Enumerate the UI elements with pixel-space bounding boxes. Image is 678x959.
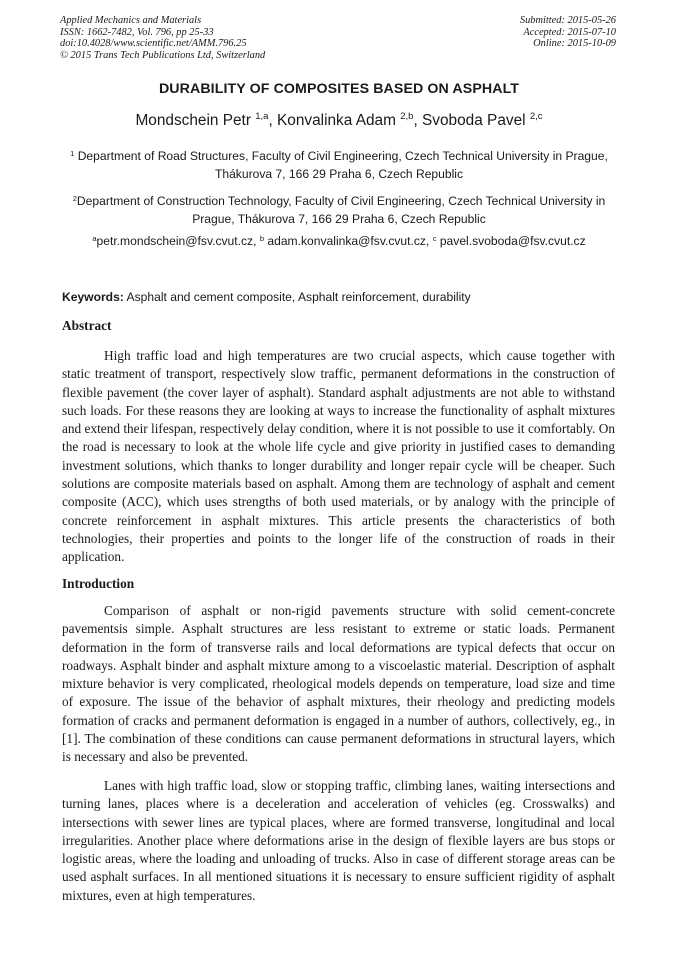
- author-list: Mondschein Petr $^{1,a}$, Konvalinka Adam $^{2,b}$, Svoboda Pavel $^{2,c}$: [135, 111, 543, 129]
- keywords-line: [62, 290, 471, 304]
- author-name: Mondschein Petr: [135, 112, 251, 129]
- journal-name: Applied Mechanics and Materials: [60, 15, 202, 26]
- email-mark: b: [259, 234, 264, 243]
- email-address[interactable]: pavel.svoboda@fsv.cvut.cz: [439, 234, 586, 248]
- affiliation-text: Department of Road Structures, Faculty of Civil Engineering, Czech Technical University in Prague, Thákurova 7, 166 29 Praha 6, Czech Republic: [77, 149, 608, 181]
- online-date: Online: 2015-10-09: [533, 38, 616, 49]
- keywords-text: Asphalt and cement composite, Asphalt reinforcement, durability: [126, 290, 471, 304]
- email-list: $^a$petr.mondschein@fsv.cvut.cz, $^b$ adam.konvalinka@fsv.cvut.cz, $^c$ pavel.svoboda@fsv.cvut.cz: [92, 234, 586, 248]
- copyright-line: © 2015 Trans Tech Publications Ltd, Switzerland: [60, 49, 266, 61]
- issn-line: ISSN: 1662-7482, Vol. 796, pp 25-33: [60, 26, 214, 38]
- accepted-date: Accepted: 2015-07-10: [523, 26, 616, 38]
- body-paragraph: Comparison of asphalt or non-rigid pavements structure with solid cement-concrete pavementsis simple. Asphalt structures are less resistant to extreme or static loads. Permanent deformation in the form of transverse rails and local deformations are typical defects that occur on roadways. Asphalt binder and asphalt mixture among to a viscoelastic material. Description of asphalt mixture behavior is very complicated, rheological models depends on temperature, load size and time of exposure. The issue of the behavior of asphalt mixtures, their rheology and predicting models formation of cracks and permanent deformation is engaged in a number of authors, collectively, eg., in [1]. The combination of these conditions can cause permanent deformations in structural layers, which is necessary and also be prevented.: [62, 603, 615, 765]
- abstract-heading: Abstract: [62, 318, 112, 333]
- journal-info: [60, 15, 265, 61]
- author-affil-mark: 2,b: [400, 111, 414, 122]
- email-mark: c: [432, 234, 437, 243]
- email-mark: a: [92, 234, 97, 243]
- abstract-paragraph: High traffic load and high temperatures are two crucial aspects, which cause together with static treatment of transport, respectively slow traffic, permanent deformations in the construction of flexible pavement (the cover layer of asphalt). Standard asphalt adjustments are not able to withstand such loads. For these reasons they are looking at ways to increase the functionality of asphalt mixtures and extend their lifespan, respectively delay condition, where it is not possible to use it comfortably. On the road is necessary to look at the whole life cycle and give priority in justified cases to demanding investment solutions, which thanks to longer durability and longer repair cycle will be cheaper. Such solutions are composite materials based on asphalt. Among them are technology of asphalt and cement composite (ACC), which uses strengths of both used materials, or by analogy with the principle of concrete reinforcement in asphalt mixtures. This article presents the characteristics of both technologies, their properties and points to the longer life of the construction of roads in their application.: [62, 348, 615, 565]
- author-affil-mark: 1,a: [255, 111, 269, 122]
- paper-title: DURABILITY OF COMPOSITES BASED ON ASPHALT: [158, 81, 520, 97]
- email-address[interactable]: petr.mondschein@fsv.cvut.cz: [96, 234, 254, 248]
- introduction-heading: Introduction: [62, 576, 135, 591]
- doi-line[interactable]: doi:10.4028/www.scientific.net/AMM.796.25: [60, 38, 247, 49]
- affiliation-text: Department of Construction Technology, Faculty of Civil Engineering, Czech Technical University in Prague, Thákurova 7, 166 29 Praha 6, Czech Republic: [76, 194, 606, 226]
- email-address[interactable]: adam.konvalinka@fsv.cvut.cz: [267, 234, 426, 248]
- affiliation: [60, 190, 618, 228]
- submitted-date: Submitted: 2015-05-26: [519, 15, 616, 26]
- author-name: Konvalinka Adam: [277, 112, 396, 129]
- affiliation-mark: 1: [70, 149, 75, 158]
- dates-info: [520, 15, 616, 50]
- keywords-label: Keywords:: [62, 290, 124, 304]
- author-name: Svoboda Pavel: [422, 112, 526, 129]
- author-affil-mark: 2,c: [529, 111, 543, 122]
- affiliation-mark: 2: [72, 194, 77, 203]
- body-paragraph: Lanes with high traffic load, slow or stopping traffic, climbing lanes, waiting intersections and turning lanes, places where is a deceleration and acceleration of vehicles (eg. Crosswalks) and intersections with sewer lines are typical places, where are formed transverse, longitudinal and local irregularities. Another place where deformations arise in the design of flexible layers are bus stops or logistic areas, where the loading and unloading of trucks. Also in case of different storage areas can be used asphalt surfaces. In all mentioned situations it is necessary to ensure sufficient rigidity of asphalt mixtures, even at high temperatures.: [62, 778, 615, 903]
- affiliation: [60, 145, 618, 183]
